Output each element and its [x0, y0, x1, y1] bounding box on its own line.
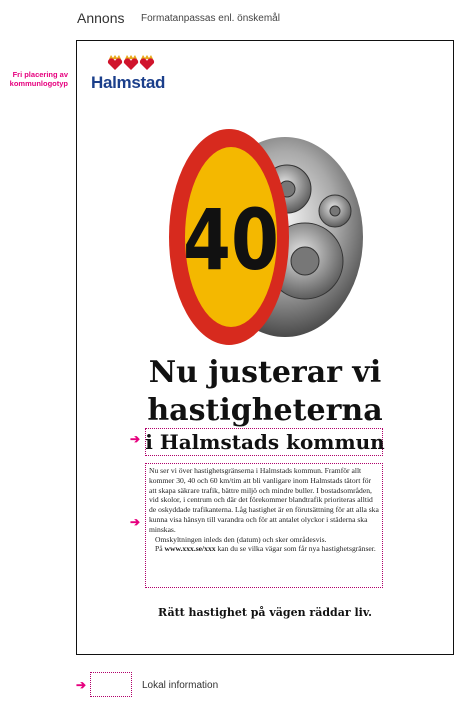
body-paragraph-3-post: kan du se vilka vägar som får nya hastighetsgränser. [215, 544, 376, 554]
ad-frame [76, 40, 454, 655]
body-paragraph-1: Nu ser vi över hastighetsgränserna i Halmstads kommun. Framför allt kommer 30, 40 och 60 km/tim att bli vanligare inom Halmstads tätort för att skapa säkrare trafik, bättre miljö och mindre buller. I bostadsområden, vid skolor, i centrum och där det förekommer blandtrafik prioriteras alltid de oskyddade trafikanterna. Låg hastighet är en förutsättning för att alla ska kunna visa hänsyn till varandra och för att antalet olyckor i städerna ska minskas. [149, 466, 379, 534]
arrow-icon: ➔ [130, 432, 141, 446]
headline-line1: Nu justerar vi [148, 355, 382, 390]
local-info-label: Lokal information [142, 680, 219, 691]
body-url: www.xxx.se/xxx [164, 544, 216, 554]
headline-subline: i Halmstads kommun [145, 430, 385, 454]
logo-placement-note [2, 70, 68, 88]
crown-hearts-icon [103, 55, 163, 71]
headline-line2: hastigheterna [147, 393, 383, 428]
logo-text: Halmstad [91, 73, 166, 92]
page-title: Annons [77, 10, 125, 26]
slogan: Rätt hastighet på vägen räddar liv. [158, 606, 372, 619]
page-subtitle: Formatanpassas enl. önskemål [141, 13, 280, 24]
halmstad-logo [91, 55, 171, 95]
body-paragraph-3 [149, 544, 379, 554]
body-paragraph-3-pre: På [155, 544, 165, 554]
logo-placement-note-line2: kommunlogotyp [9, 79, 68, 88]
body-text-box [145, 463, 383, 588]
arrow-icon: ➔ [76, 678, 87, 692]
speed-sign-number: 40 [183, 192, 279, 290]
local-info-placeholder-box [90, 672, 132, 697]
arrow-icon: ➔ [130, 515, 141, 529]
logo-placement-note-line1: Fri placering av [12, 70, 68, 79]
speed-sign-gears-illustration [167, 119, 367, 359]
gear-mini-icon [319, 195, 351, 227]
body-paragraph-2: Omskyltningen inleds den (datum) och sker områdesvis. [155, 534, 327, 544]
